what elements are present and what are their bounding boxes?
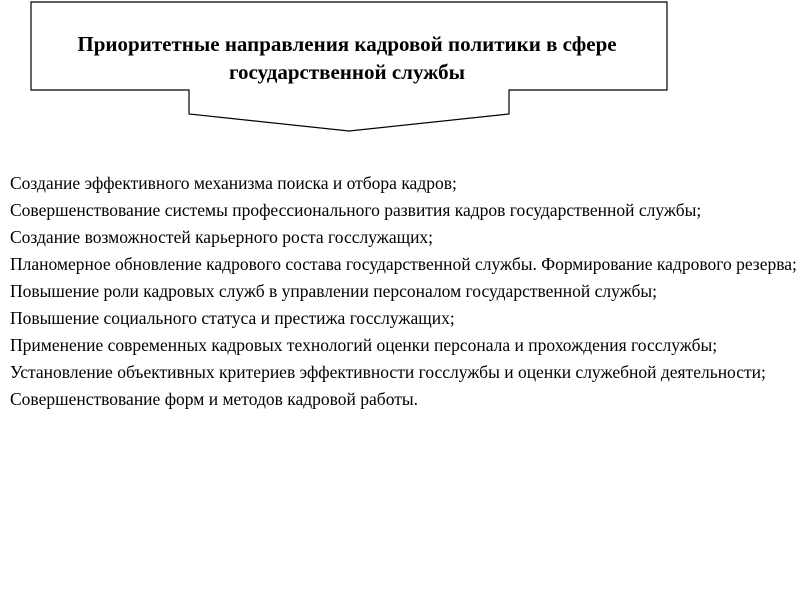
list-item: Применение современных кадровых технологий оценки персонала и прохождения госслужбы; xyxy=(10,335,718,355)
list-item: Создание эффективного механизма поиска и отбора кадров; xyxy=(10,173,457,193)
callout-title: Приоритетные направления кадровой политики в сфере государственной службы xyxy=(77,32,617,84)
list-item: Повышение роли кадровых служб в управлении персоналом государственной службы; xyxy=(10,281,658,301)
list-item: Создание возможностей карьерного роста госслужащих; xyxy=(10,227,434,247)
priority-list xyxy=(10,170,798,413)
list-item: Планомерное обновление кадрового состава государственной службы. Формирование кадрового резерва; xyxy=(10,254,797,274)
list-item: Установление объективных критериев эффективности госслужбы и оценки служебной деятельности; xyxy=(10,362,766,382)
arrow-callout xyxy=(0,0,809,140)
list-item: Совершенствование системы профессионального развития кадров государственной службы; xyxy=(10,200,702,220)
list-item: Совершенствование форм и методов кадровой работы. xyxy=(10,389,419,409)
list-item: Повышение социального статуса и престижа госслужащих; xyxy=(10,308,455,328)
